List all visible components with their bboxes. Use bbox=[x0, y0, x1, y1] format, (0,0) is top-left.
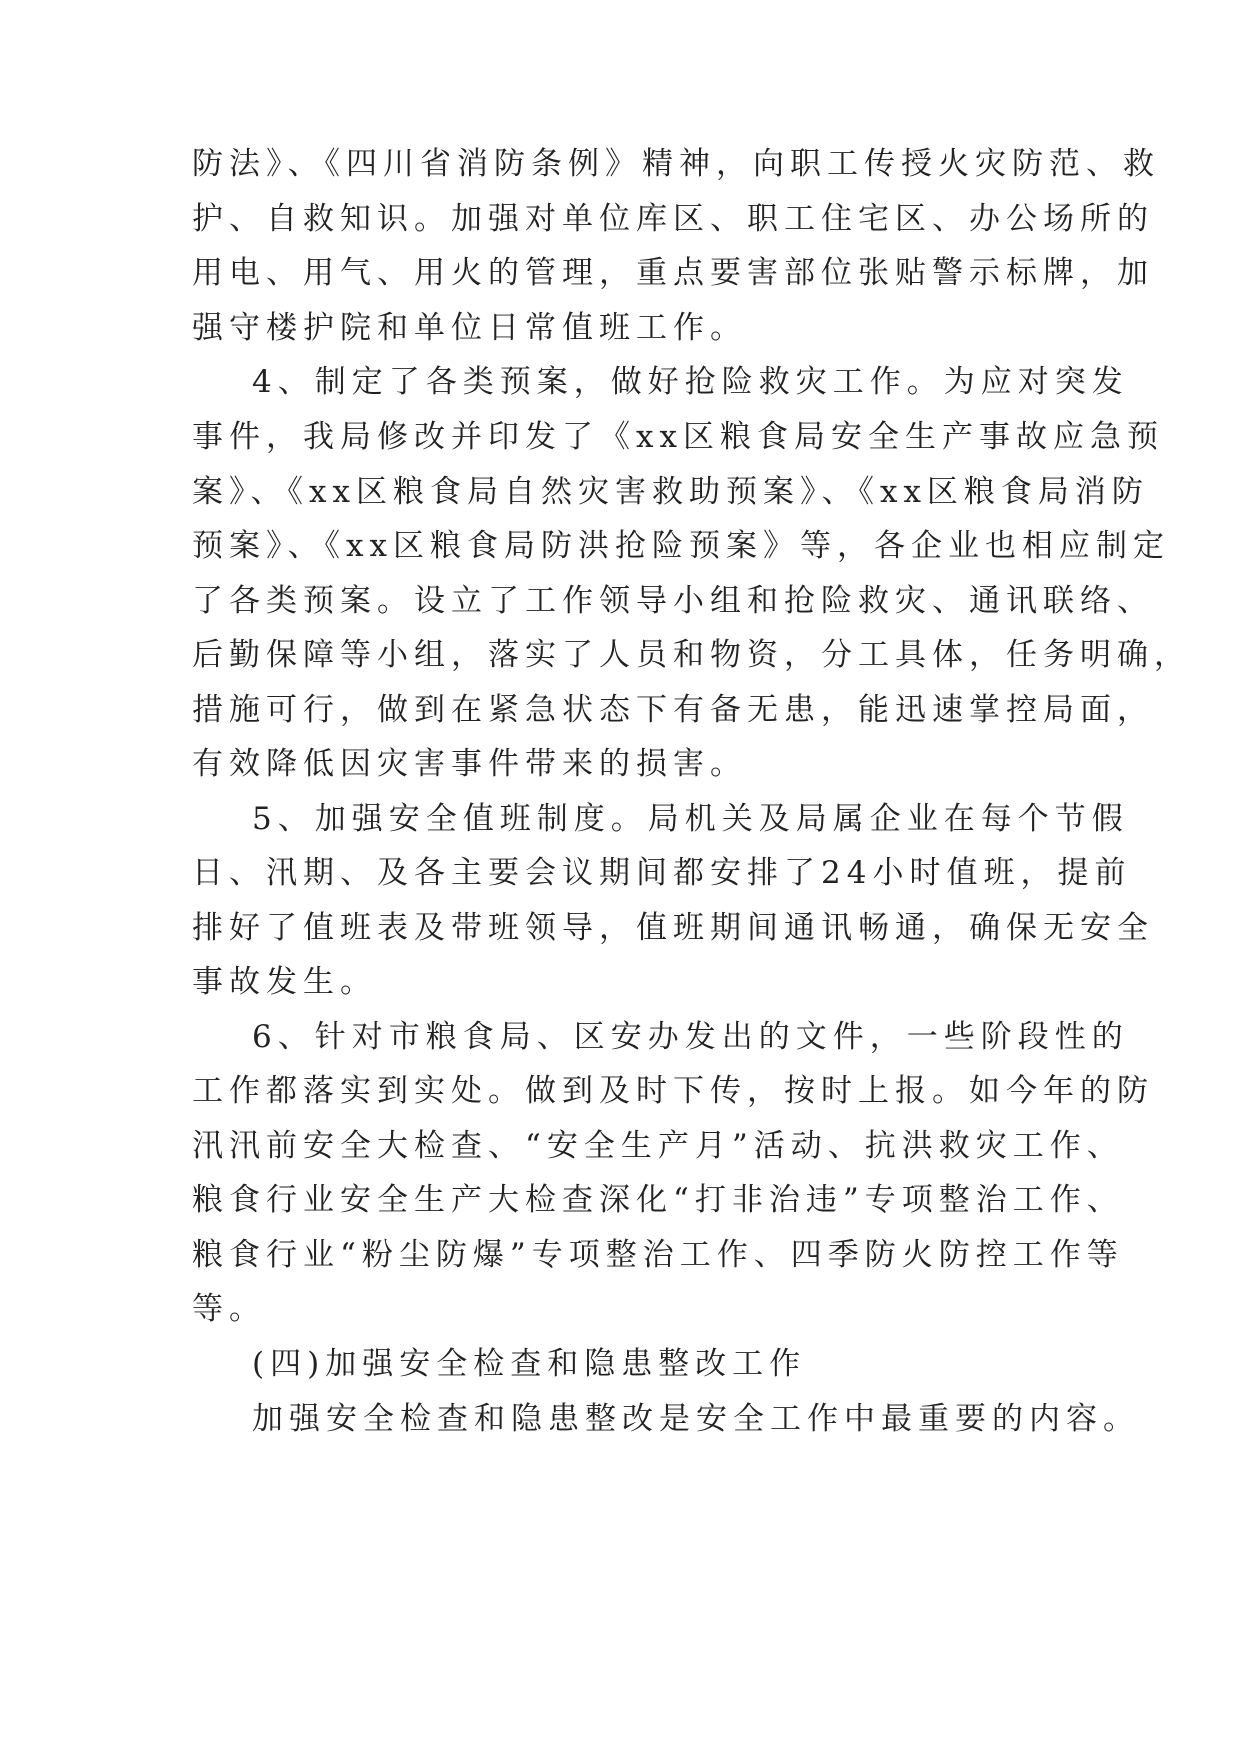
text-line: 了各类预案。设立了工作领导小组和抢险救灾、通讯联络、 bbox=[192, 583, 1154, 619]
text-line: 案》、《xx区粮食局自然灾害救助预案》、《xx区粮食局消防 bbox=[192, 474, 1149, 510]
text-line: 粮食行业“粉尘防爆”专项整治工作、四季防火防控工作等 bbox=[192, 1237, 1124, 1273]
text-line: 后勤保障等小组，落实了人员和物资，分工具体，任务明确， bbox=[192, 637, 1191, 673]
text-line: 加强安全检查和隐患整改是安全工作中最重要的内容。 bbox=[252, 1401, 1140, 1437]
text-line: 有效降低因灾害事件带来的损害。 bbox=[192, 746, 747, 782]
text-line: 预案》、《xx区粮食局防洪抢险预案》等，各企业也相应制定 bbox=[192, 528, 1170, 564]
text-line: 措施可行，做到在紧急状态下有备无患，能迅速掌控局面， bbox=[192, 692, 1154, 728]
section-heading: (四)加强安全检查和隐患整改工作 bbox=[252, 1346, 807, 1382]
text-line: 粮食行业安全生产大检查深化“打非治违”专项整治工作、 bbox=[192, 1182, 1124, 1218]
text-line: 排好了值班表及带班领导，值班期间通讯畅通，确保无安全 bbox=[192, 910, 1154, 946]
text-line: 用电、用气、用火的管理，重点要害部位张贴警示标牌，加 bbox=[192, 255, 1154, 291]
text-line: 工作都落实到实处。做到及时下传，按时上报。如今年的防 bbox=[192, 1073, 1154, 1109]
text-line: 等。 bbox=[192, 1291, 266, 1327]
text-line: 6、针对市粮食局、区安办发出的文件，一些阶段性的 bbox=[252, 1019, 1129, 1055]
text-line: 护、自救知识。加强对单位库区、职工住宅区、办公场所的 bbox=[192, 201, 1154, 237]
text-line: 日、汛期、及各主要会议期间都安排了24小时值班，提前 bbox=[192, 855, 1132, 891]
text-line: 防法》、《四川省消防条例》精神，向职工传授火灾防范、救 bbox=[192, 146, 1160, 182]
text-line: 汛汛前安全大检查、“安全生产月”活动、抗洪救灾工作、 bbox=[192, 1128, 1124, 1164]
text-line: 强守楼护院和单位日常值班工作。 bbox=[192, 310, 747, 346]
text-line: 事件，我局修改并印发了《xx区粮食局安全生产事故应急预 bbox=[192, 419, 1164, 455]
text-line: 5、加强安全值班制度。局机关及局属企业在每个节假 bbox=[252, 801, 1129, 837]
text-line: 4、制定了各类预案，做好抢险救灾工作。为应对突发 bbox=[252, 364, 1129, 400]
text-line: 事故发生。 bbox=[192, 964, 377, 1000]
